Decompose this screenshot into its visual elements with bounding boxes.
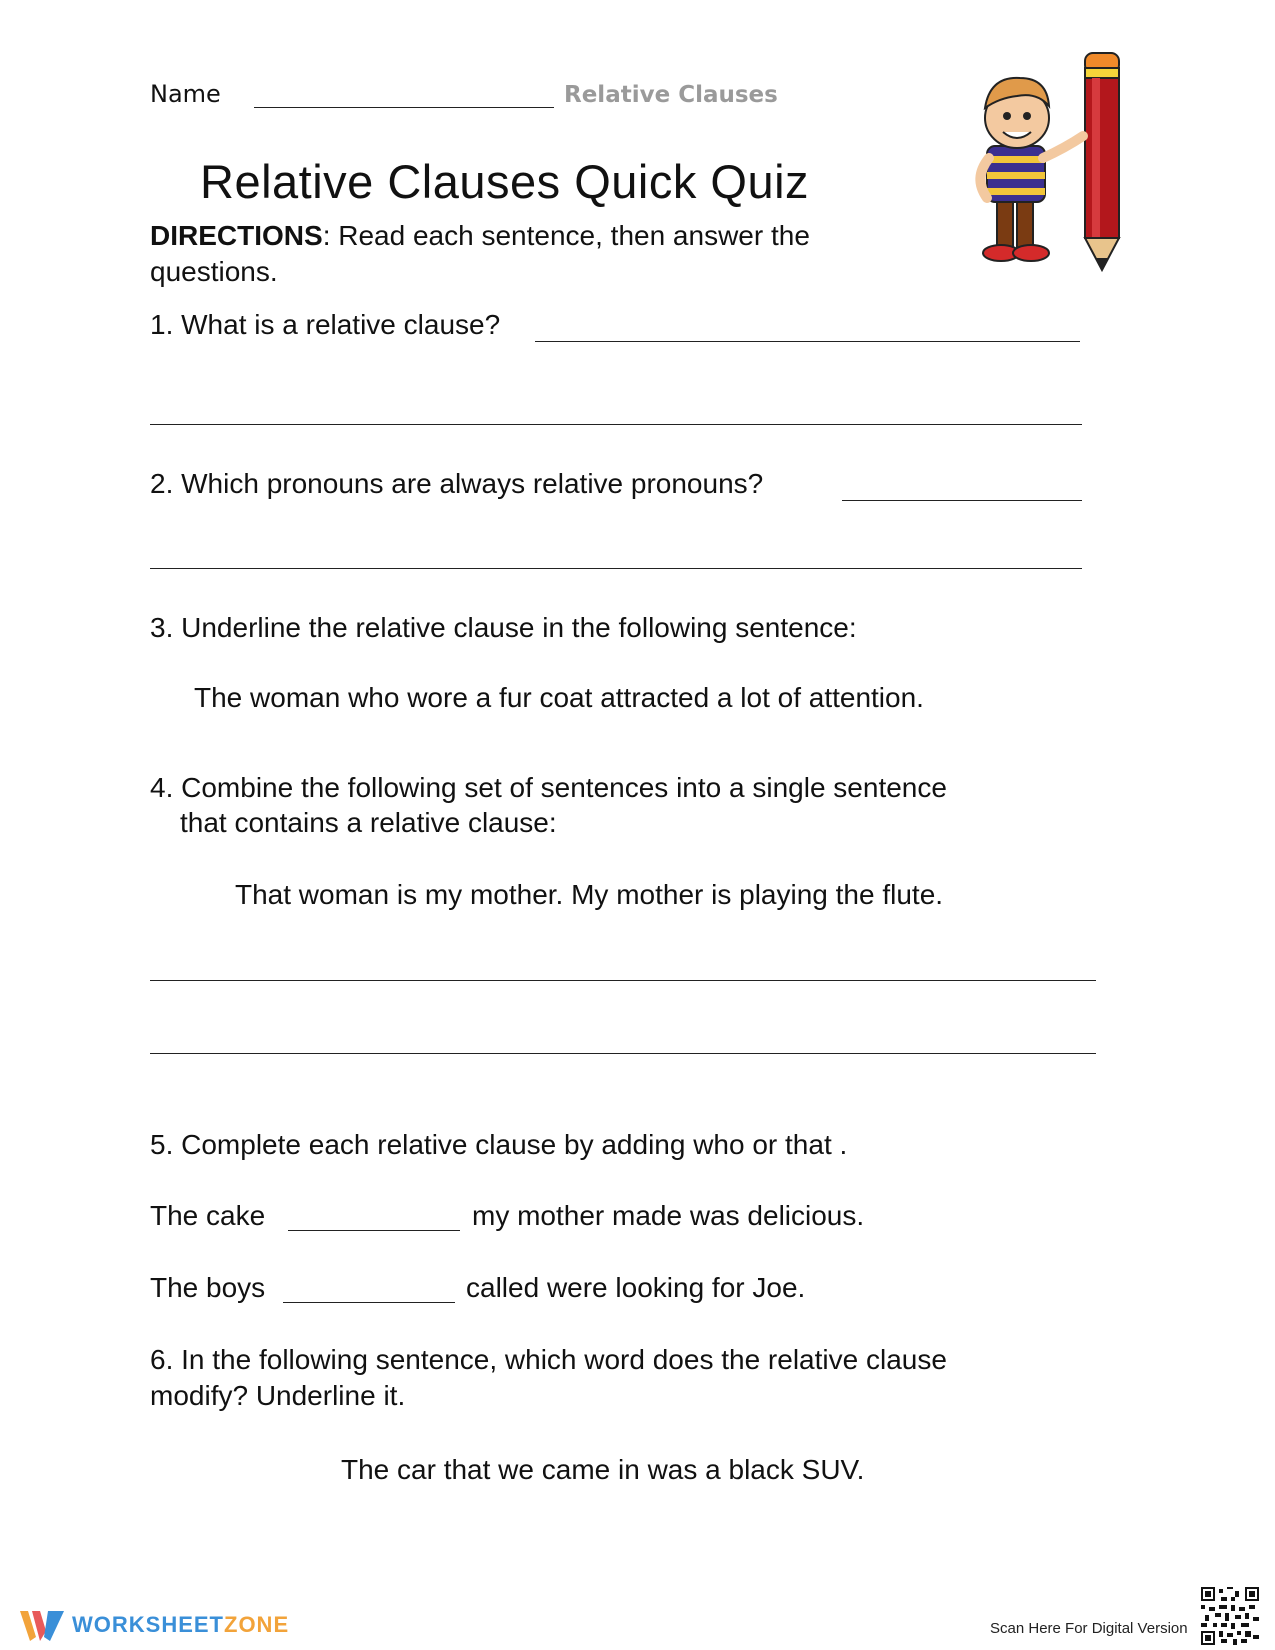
q5-a-end: my mother made was delicious. [472, 1200, 865, 1231]
q4-answer-line-1[interactable] [150, 980, 1096, 981]
directions-label: DIRECTIONS [150, 220, 323, 251]
worksheetzone-logo[interactable] [18, 1605, 289, 1645]
q3-sentence: The woman who wore a fur coat attracted a lot of attention. [194, 682, 924, 713]
q4-sentence: That woman is my mother. My mother is playing the flute. [235, 879, 944, 910]
directions [150, 218, 910, 290]
q5-b-start: The boys [150, 1272, 266, 1303]
q1-answer-line-2[interactable] [150, 424, 1082, 425]
q5-b-end: called were looking for Joe. [466, 1272, 806, 1303]
name-answer-line[interactable] [254, 107, 554, 108]
q5-b-blank[interactable] [283, 1302, 455, 1303]
question-6-line-1: 6. In the following sentence, which word does the relative clause [150, 1344, 947, 1375]
pencil-icon [1085, 53, 1119, 270]
question-4-line-2: that contains a relative clause: [180, 807, 557, 838]
brand-name [72, 1612, 289, 1638]
page-title: Relative Clauses Quick Quiz [200, 155, 810, 208]
subject-tag: Relative Clauses [564, 82, 778, 108]
boy-with-pencil-illustration [965, 48, 1135, 283]
question-4-line-1: 4. Combine the following set of sentences into a single sentence [150, 772, 947, 803]
scan-instruction: Scan Here For Digital Version [990, 1620, 1188, 1637]
q2-answer-line-2[interactable] [150, 568, 1082, 569]
w-logo-icon [18, 1607, 66, 1643]
q4-answer-line-2[interactable] [150, 1053, 1096, 1054]
question-3: 3. Underline the relative clause in the following sentence: [150, 612, 857, 643]
q6-sentence: The car that we came in was a black SUV. [341, 1454, 865, 1485]
question-6-line-2: modify? Underline it. [150, 1380, 406, 1411]
q5-a-start: The cake [150, 1200, 266, 1231]
question-5: 5. Complete each relative clause by adding who or that . [150, 1129, 848, 1160]
q5-a-blank[interactable] [288, 1230, 460, 1231]
q2-answer-line-1[interactable] [842, 500, 1082, 501]
question-2: 2. Which pronouns are always relative pronouns? [150, 468, 764, 499]
question-1: 1. What is a relative clause? [150, 309, 501, 340]
qr-code-icon[interactable] [1201, 1587, 1259, 1645]
name-label: Name [150, 80, 221, 108]
q1-answer-line-1[interactable] [535, 341, 1080, 342]
brand-name-main: WORKSHEET [72, 1612, 224, 1637]
directions-text: : Read each sentence, then answer the questions. [150, 220, 810, 287]
brand-name-accent: ZONE [224, 1612, 290, 1637]
